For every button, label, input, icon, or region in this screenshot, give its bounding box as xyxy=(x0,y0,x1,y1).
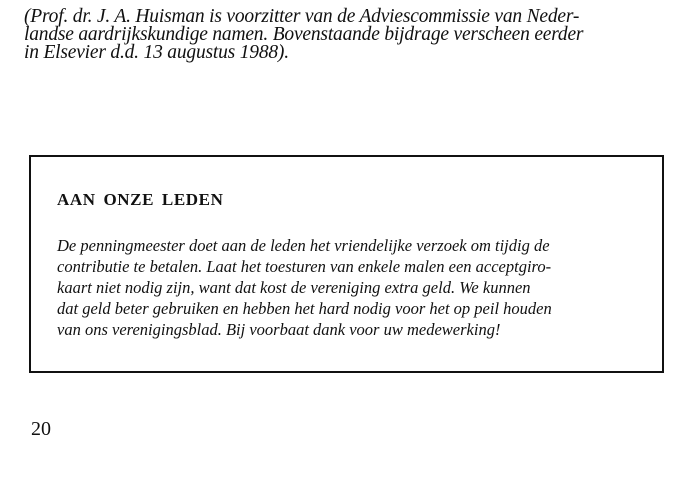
author-note-line: in Elsevier d.d. 13 augustus 1988). xyxy=(24,42,289,63)
notice-body-line: De penningmeester doet aan de leden het vriendelijke verzoek om tijdig de xyxy=(57,236,550,255)
notice-body-line: van ons verenigingsblad. Bij voorbaat dank voor uw medewerking! xyxy=(57,320,501,339)
notice-body xyxy=(57,235,657,340)
notice-body-line: dat geld beter gebruiken en hebben het hard nodig voor het op peil houden xyxy=(57,299,552,318)
author-note-line: (Prof. dr. J. A. Huisman is voorzitter van de Adviescommissie van Neder- xyxy=(24,6,580,27)
notice-box xyxy=(29,155,664,373)
author-note xyxy=(24,8,664,62)
notice-body-line: contributie te betalen. Laat het toesturen van enkele malen een acceptgiro- xyxy=(57,257,552,276)
page-number: 20 xyxy=(31,418,51,440)
notice-heading: AAN ONZE LEDEN xyxy=(57,190,224,209)
notice-body-line: kaart niet nodig zijn, want dat kost de vereniging extra geld. We kunnen xyxy=(57,278,531,297)
author-note-line: landse aardrijkskundige namen. Bovenstaande bijdrage verscheen eerder xyxy=(24,24,584,45)
